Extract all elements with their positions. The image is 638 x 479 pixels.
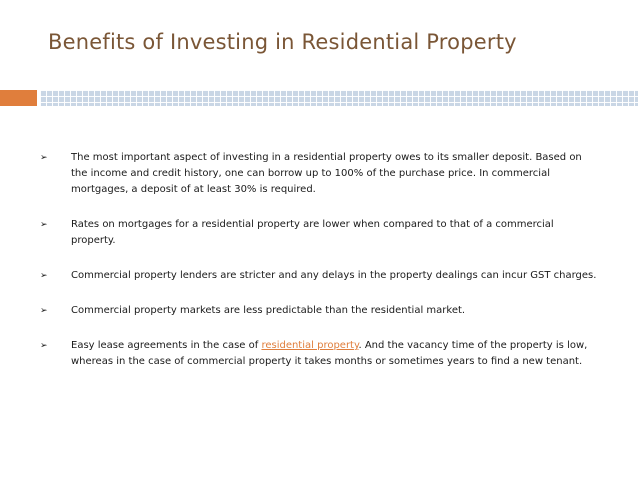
accent-bar-patterned	[40, 90, 638, 106]
bullet-list	[40, 150, 600, 370]
residential-property-link[interactable]: residential property	[261, 340, 359, 351]
bullet-item-rates	[40, 217, 600, 249]
bullet-text-before-link: Easy lease agreements in the case of	[71, 340, 262, 351]
arrow-bullet-icon: ➢	[40, 306, 48, 316]
bullet-text: The most important aspect of investing in a residential property owes to its smaller deposit. Based on the income and credit history, one can borrow up to 100% of the purchase price. In commercial mortgages, a deposit of at least 30% is required.	[71, 152, 582, 195]
bullet-item-lease	[40, 338, 600, 370]
bullet-text: Rates on mortgages for a residential property are lower when compared to that of a commercial property.	[71, 219, 554, 246]
bullet-item-lenders	[40, 268, 600, 284]
arrow-bullet-icon: ➢	[40, 153, 48, 163]
bullet-text-after-link: . And the vacancy time of the property is low, whereas in the case of commercial property it takes months or sometimes years to find a new tenant.	[71, 340, 588, 367]
arrow-bullet-icon: ➢	[40, 220, 48, 230]
bullet-item-markets	[40, 303, 600, 319]
arrow-bullet-icon: ➢	[40, 341, 48, 351]
bullet-item-deposit	[40, 150, 600, 198]
arrow-bullet-icon: ➢	[40, 271, 48, 281]
bullet-text: Commercial property markets are less predictable than the residential market.	[71, 305, 466, 316]
bullet-text: Commercial property lenders are stricter and any delays in the property dealings can incur GST charges.	[71, 270, 597, 281]
slide-title: Benefits of Investing in Residential Property	[48, 30, 517, 54]
accent-bar-orange	[0, 90, 37, 106]
